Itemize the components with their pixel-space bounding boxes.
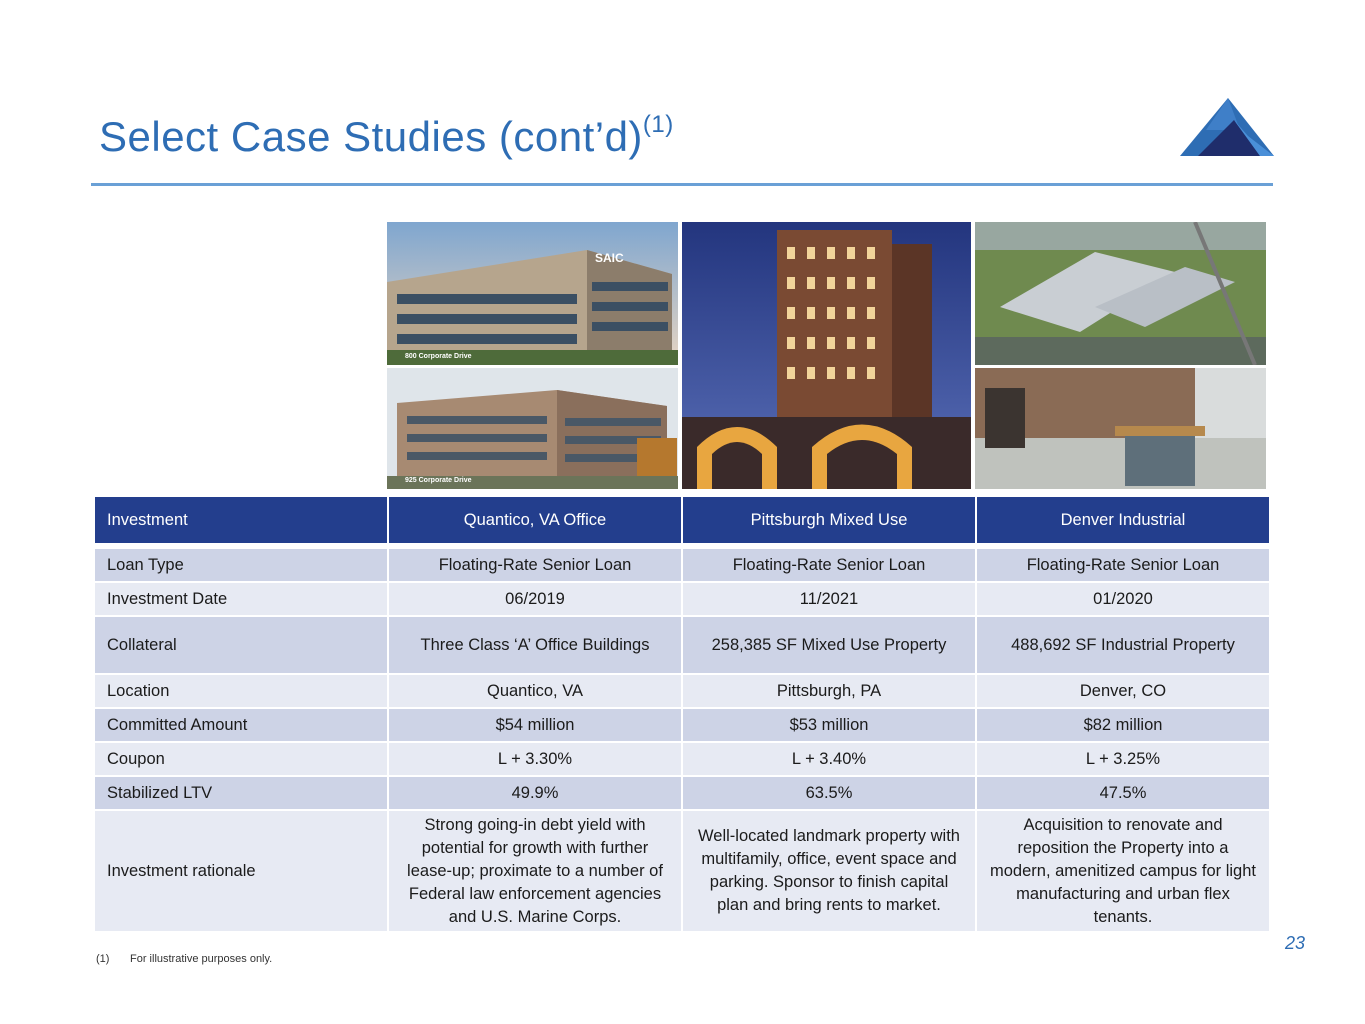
table-row — [94, 708, 1270, 742]
table-cell: 06/2019 — [388, 582, 682, 616]
table-header-cell: Investment — [94, 496, 388, 544]
row-label: Coupon — [94, 742, 388, 776]
row-label: Committed Amount — [94, 708, 388, 742]
table-cell: L + 3.25% — [976, 742, 1270, 776]
saic-building-sign: SAIC — [595, 251, 624, 265]
footnote-text: For illustrative purposes only. — [130, 953, 273, 965]
table-cell: 11/2021 — [682, 582, 976, 616]
table-cell: L + 3.30% — [388, 742, 682, 776]
table-cell: $82 million — [976, 708, 1270, 742]
footnote — [96, 953, 272, 965]
table-row — [94, 776, 1270, 810]
table-row — [94, 810, 1270, 932]
table-cell: Quantico, VA — [388, 674, 682, 708]
table-cell: Floating-Rate Senior Loan — [388, 548, 682, 582]
table-cell: Pittsburgh, PA — [682, 674, 976, 708]
table-row — [94, 548, 1270, 582]
page-number: 23 — [1284, 933, 1305, 953]
quantico-office-photo-top — [387, 222, 678, 365]
case-studies-table — [93, 495, 1271, 933]
table-cell: 258,385 SF Mixed Use Property — [682, 616, 976, 674]
table-cell: Well-located landmark property with multifamily, office, event space and parking. Sponsor to finish capital plan and bring rents to market. — [682, 810, 976, 932]
table-cell: 488,692 SF Industrial Property — [976, 616, 1270, 674]
table-cell: Strong going-in debt yield with potential for growth with further lease-up; proximate to a number of Federal law enforcement agencies and U.S. Marine Corps. — [388, 810, 682, 932]
page-title: Select Case Studies (cont’d)$^{(1)}$ — [99, 111, 674, 160]
row-label: Investment rationale — [94, 810, 388, 932]
row-label: Investment Date — [94, 582, 388, 616]
row-label: Stabilized LTV — [94, 776, 388, 810]
table-cell: Floating-Rate Senior Loan — [682, 548, 976, 582]
table-row — [94, 742, 1270, 776]
footnote-number: (1) — [96, 953, 110, 965]
table-cell: $53 million — [682, 708, 976, 742]
table-row — [94, 616, 1270, 674]
mountain-logo-icon — [1178, 96, 1274, 158]
table-cell: Denver, CO — [976, 674, 1270, 708]
table-cell: Floating-Rate Senior Loan — [976, 548, 1270, 582]
table-cell: 63.5% — [682, 776, 976, 810]
table-header-cell: Denver Industrial — [976, 496, 1270, 544]
row-label: Loan Type — [94, 548, 388, 582]
title-footnote-marker: (1) — [642, 111, 674, 138]
photo-caption: 925 Corporate Drive — [405, 477, 472, 484]
table-cell: 49.9% — [388, 776, 682, 810]
quantico-office-photo-bottom — [387, 368, 678, 489]
row-label: Location — [94, 674, 388, 708]
photo-caption: 800 Corporate Drive — [405, 353, 472, 360]
table-cell: Three Class ‘A’ Office Buildings — [388, 616, 682, 674]
denver-industrial-aerial-photo — [975, 222, 1266, 365]
table-cell: Acquisition to renovate and reposition the Property into a modern, amenitized campus for light manufacturing and urban flex tenants. — [976, 810, 1270, 932]
title-divider — [91, 183, 1273, 186]
denver-industrial-interior-photo — [975, 368, 1266, 489]
table-header-cell: Pittsburgh Mixed Use — [682, 496, 976, 544]
pittsburgh-building-photo — [682, 222, 971, 489]
table-header-cell: Quantico, VA Office — [388, 496, 682, 544]
table-cell: 47.5% — [976, 776, 1270, 810]
table-row — [94, 674, 1270, 708]
table-row — [94, 582, 1270, 616]
table-header-row — [94, 496, 1270, 544]
table-cell: 01/2020 — [976, 582, 1270, 616]
table-cell: $54 million — [388, 708, 682, 742]
row-label: Collateral — [94, 616, 388, 674]
table-cell: L + 3.40% — [682, 742, 976, 776]
